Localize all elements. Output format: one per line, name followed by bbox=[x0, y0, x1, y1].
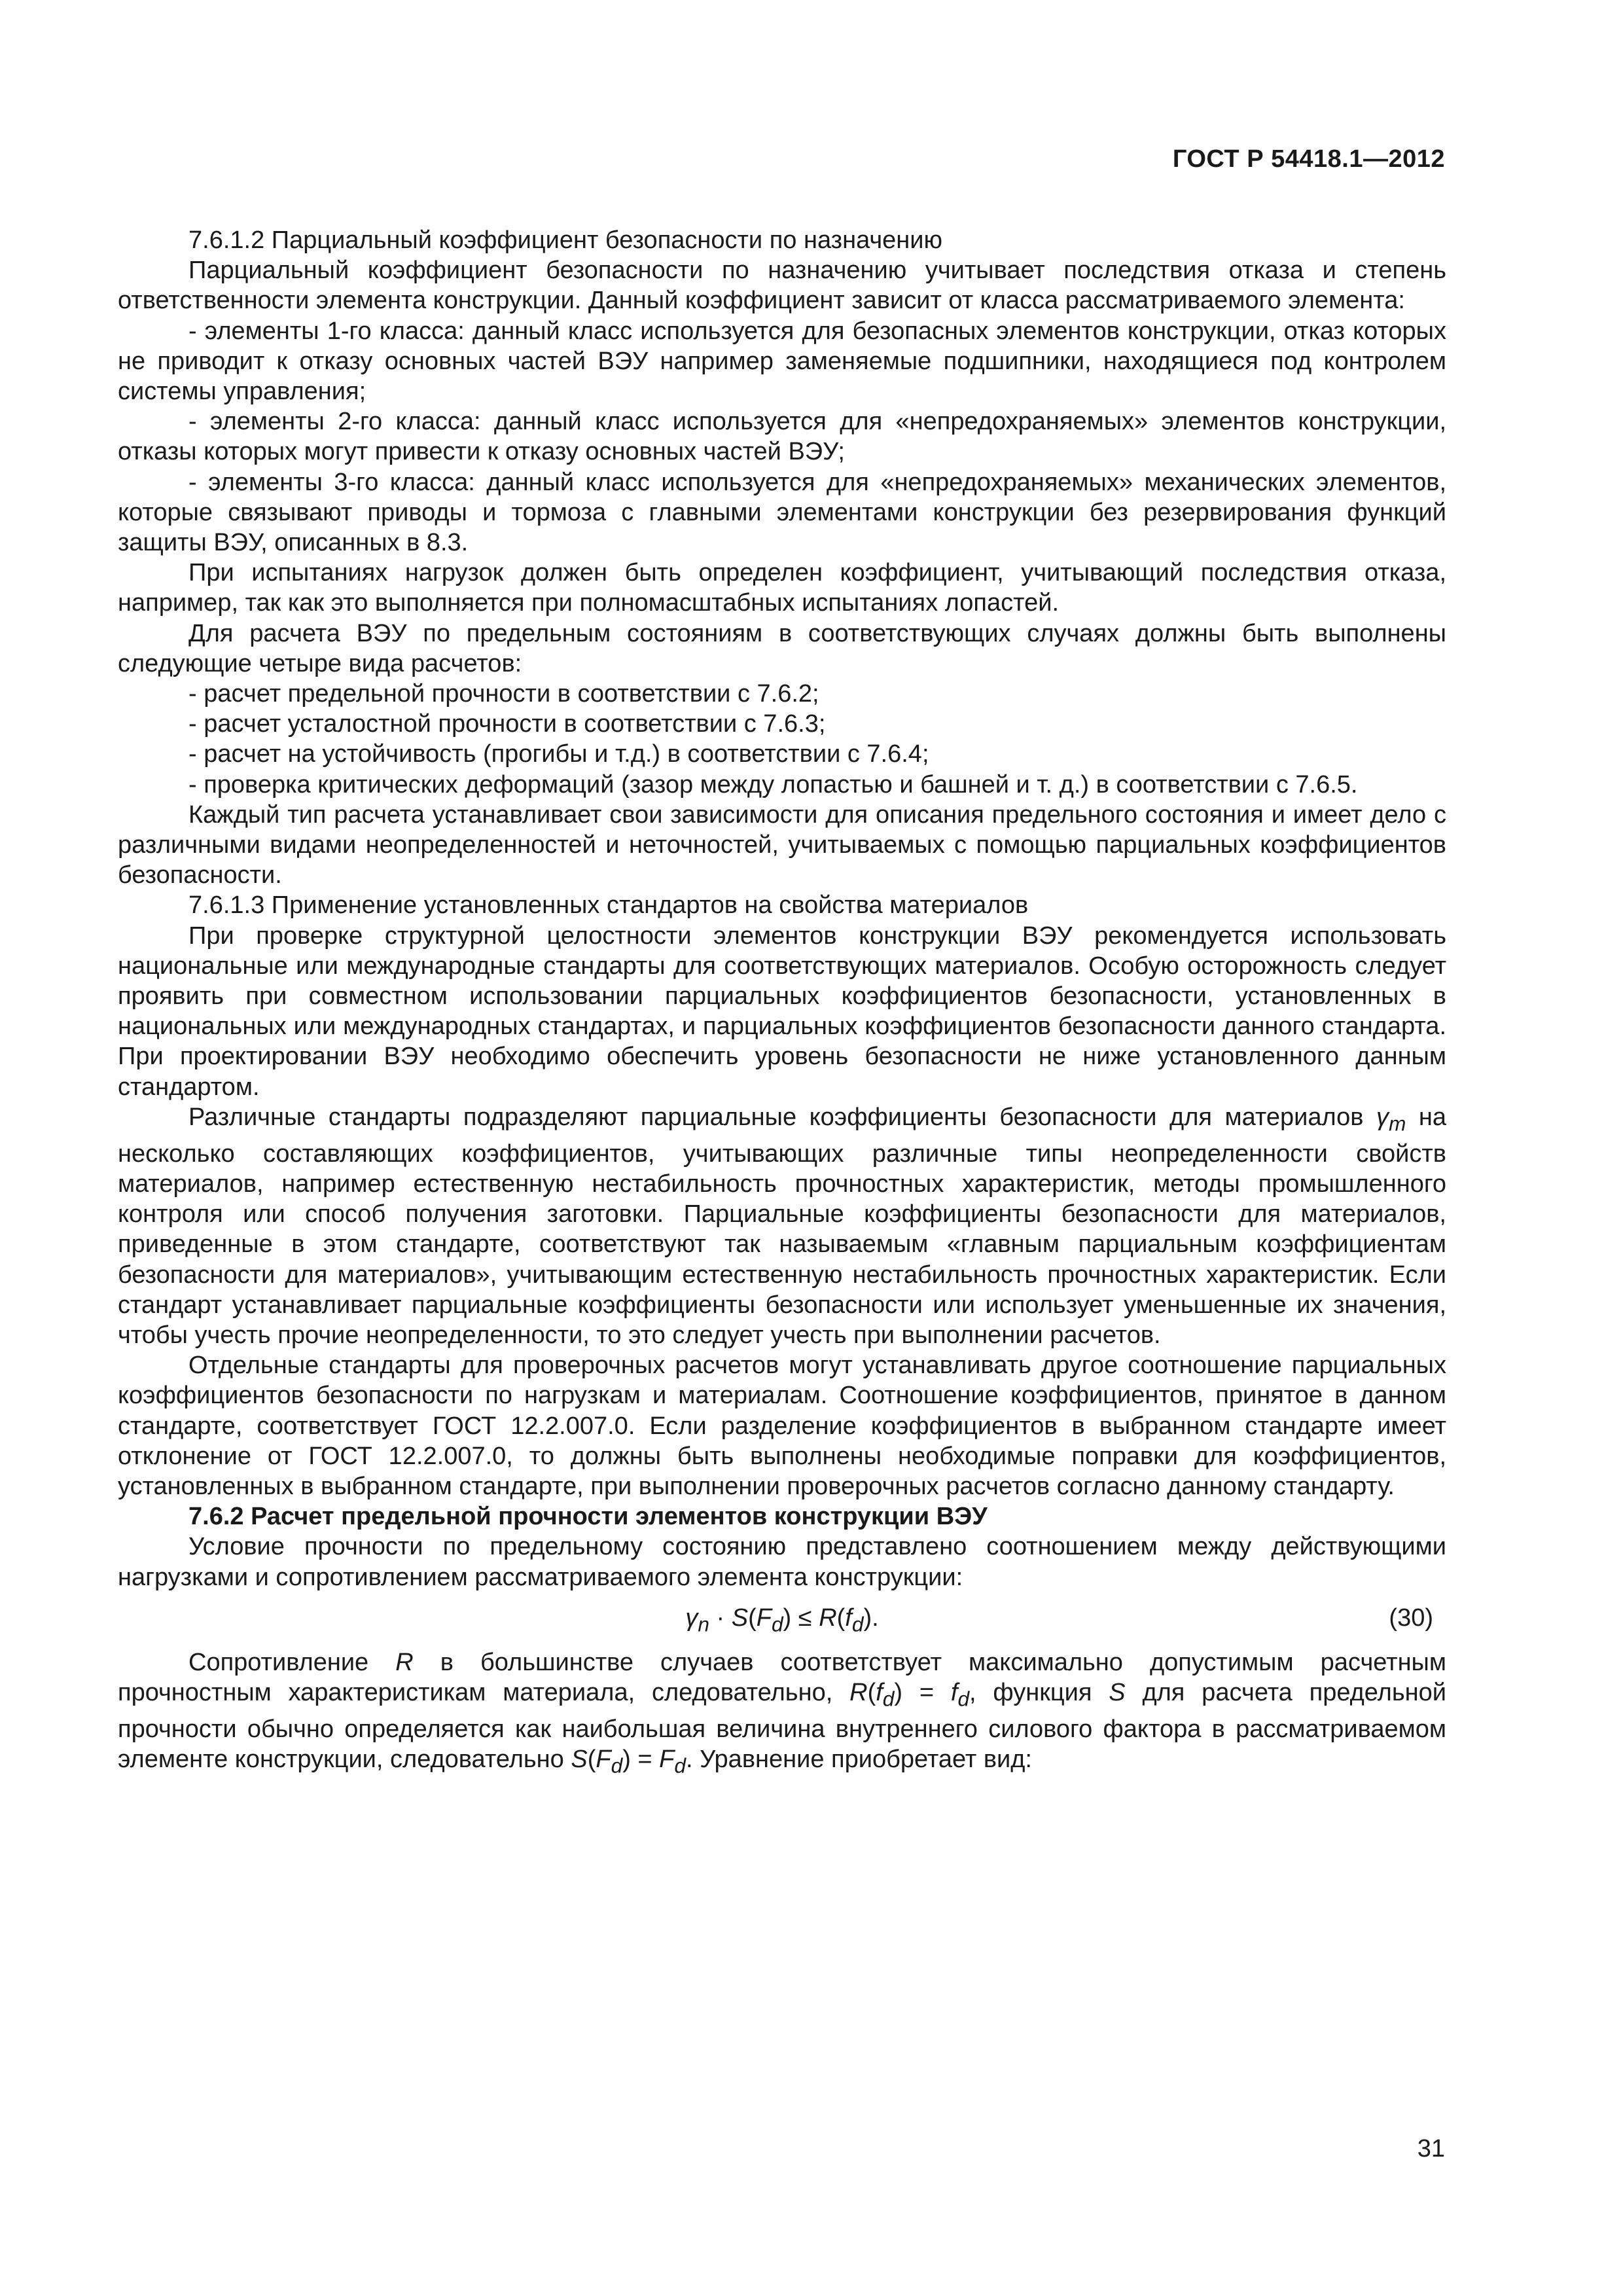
symbol-F: F bbox=[596, 1745, 611, 1773]
variable-F: F bbox=[756, 1604, 772, 1632]
subscript-d: d bbox=[771, 1612, 783, 1636]
subscript-d: d bbox=[882, 1687, 895, 1711]
document-code-header: ГОСТ Р 54418.1—2012 bbox=[1172, 145, 1445, 173]
paragraph: Условие прочности по предельному состоянию представлено соотношением между действующими нагрузками и сопротивлением рассматриваемого элемента конструкции: bbox=[118, 1533, 1446, 1591]
page-number: 31 bbox=[1417, 2135, 1445, 2162]
gamma-symbol: γ bbox=[1376, 1103, 1389, 1131]
text-run: Сопротивление bbox=[188, 1648, 396, 1676]
formula-number: (30) bbox=[1389, 1604, 1433, 1632]
subscript-d: d bbox=[674, 1753, 686, 1778]
paragraph: Каждый тип расчета устанавливает свои зависимости для описания предельного состояния и имеет дело с различными видами неопределенностей и неточностей, учитываемых с помощью парциальных коэффициентов безопасности. bbox=[118, 800, 1446, 889]
text-run: на несколько составляющих коэффициентов, учитывающих различные типы неопределенности свойств материалов, например естественную нестабильность прочностных характеристик, методы промышленного контроля или способ получения заготовки. Парциальные коэффициенты безопасности для материалов, приведенные в этом стандарте, соответствуют так называемым «главным парциальным коэффициентам безопасности для материалов», учитывающим естественную нестабильность прочностных характеристик. Если стандарт устанавливает парциальные коэффициенты безопасности или использует уменьшенные их значения, чтобы учесть прочие неопределенности, то это следует учесть при выполнении расчетов. bbox=[118, 1103, 1446, 1349]
list-item: - расчет на устойчивость (прогибы и т.д.) в соответствии с 7.6.4; bbox=[188, 740, 929, 768]
leq-operator: ≤ bbox=[791, 1604, 819, 1632]
dot-operator: · bbox=[709, 1604, 732, 1632]
text-run: , функция bbox=[969, 1678, 1109, 1706]
list-item: - расчет усталостной прочности в соответствии с 7.6.3; bbox=[188, 710, 826, 738]
list-item: - элементы 3-го класса: данный класс используется для «непредохраняемых» механических элементов, которые связывают приводы и тормоза с главными элементами конструкции без резервирования функций защиты ВЭУ, описанных в 8.3. bbox=[118, 468, 1446, 557]
symbol-f: f bbox=[950, 1678, 958, 1706]
list-item: - расчет предельной прочности в соответствии с 7.6.2; bbox=[188, 680, 819, 708]
symbol-R: R bbox=[395, 1648, 414, 1676]
list-item: - проверка критических деформаций (зазор между лопастью и башней и т. д.) в соответствии с 7.6.5. bbox=[188, 770, 1358, 798]
paragraph: Для расчета ВЭУ по предельным состояниям в соответствующих случаях должны быть выполнены следующие четыре вида расчетов: bbox=[118, 619, 1446, 677]
subsection-heading-7-6-1-2: 7.6.1.2 Парциальный коэффициент безопасности по назначению bbox=[188, 226, 943, 254]
gamma-symbol: γ bbox=[685, 1604, 698, 1632]
function-S: S bbox=[731, 1604, 749, 1632]
subscript-d: d bbox=[851, 1612, 864, 1636]
paragraph-materials bbox=[118, 1102, 1446, 1350]
variable-f: f bbox=[845, 1604, 852, 1632]
function-R: R bbox=[819, 1604, 837, 1632]
text-run: . Уравнение приобретает вид: bbox=[686, 1745, 1032, 1773]
subsection-heading-7-6-1-3: 7.6.1.3 Применение установленных стандартов на свойства материалов bbox=[188, 891, 1029, 920]
subscript-m: m bbox=[1388, 1111, 1406, 1136]
paragraph: При проверке структурной целостности элементов конструкции ВЭУ рекомендуется использовать национальные или международные стандарты для соответствующих материалов. Особую осторожность следует проявить при совместном использовании парциальных коэффициентов безопасности, установленных в национальных или международных стандартах, и парциальных коэффициентов безопасности данного стандарта. При проектировании ВЭУ необходимо обеспечить уровень безопасности не ниже установленного данным стандартом. bbox=[118, 922, 1446, 1101]
formula-end: . bbox=[872, 1604, 879, 1632]
formula-expression: $\gamma_n \cdot S(F_d) \le R(f_d)$. bbox=[685, 1604, 879, 1636]
paragraph: Отдельные стандарты для проверочных расчетов могут устанавливать другое соотношение парциальных коэффициентов безопасности по нагрузкам и материалам. Соотношение коэффициентов, принятое в данном стандарте, соответствует ГОСТ 12.2.007.0. Если разделение коэффициентов в выбранном стандарте имеет отклонение от ГОСТ 12.2.007.0, то должны быть выполнены необходимые поправки для коэффициентов, установленных в выбранном стандарте, при выполнении проверочных расчетов согласно данному стандарту. bbox=[118, 1352, 1446, 1500]
list-item: - элементы 2-го класса: данный класс используется для «непредохраняемых» элементов конструкции, отказы которых могут привести к отказу основных частей ВЭУ; bbox=[118, 408, 1446, 466]
formula-30 bbox=[118, 1592, 1446, 1641]
symbol-R: R bbox=[849, 1678, 868, 1706]
symbol-S: S bbox=[1109, 1678, 1126, 1706]
symbol-S: S bbox=[571, 1745, 588, 1773]
symbol-F: F bbox=[659, 1745, 675, 1773]
page-body bbox=[118, 225, 1446, 1781]
subscript-n: n bbox=[698, 1612, 709, 1636]
subscript-d: d bbox=[611, 1753, 623, 1778]
subscript-d: d bbox=[957, 1687, 970, 1711]
paragraph: При испытаниях нагрузок должен быть определен коэффициент, учитывающий последствия отказа, например, так как это выполняется при полномасштабных испытаниях лопастей. bbox=[118, 559, 1446, 617]
symbol-f: f bbox=[876, 1678, 883, 1706]
text-run: для расчета предельной прочности обычно определяется как наибольшая величина внутреннего силового фактора в рассматриваемом элементе конструкции, следовательно bbox=[118, 1678, 1446, 1773]
section-heading-7-6-2: 7.6.2 Расчет предельной прочности элементов конструкции ВЭУ bbox=[188, 1503, 988, 1531]
paragraph: Парциальный коэффициент безопасности по назначению учитывает последствия отказа и степень ответственности элемента конструкции. Данный коэффициент зависит от класса рассматриваемого элемента: bbox=[118, 257, 1446, 315]
text-run: Различные стандарты подразделяют парциальные коэффициенты безопасности для материалов bbox=[188, 1103, 1376, 1131]
text-run: в большинстве случаев соответствует максимально допустимым расчетным прочностным характеристикам материала, следовательно, bbox=[118, 1648, 1446, 1706]
paragraph-resistance: Сопротивление R в большинстве случаев соответствует максимально допустимым расчетным прочностным характеристикам материала, следовательно, $R(f_d) = f_d$, функция S для расчета предельной прочности обычно определяется как наибольшая величина внутреннего силового фактора в рассматриваемом элементе конструкции, следовательно $S(F_d) = F_d$. Уравнение приобретает вид: bbox=[118, 1648, 1446, 1778]
list-item: - элементы 1-го класса: данный класс используется для безопасных элементов конструкции, отказ которых не приводит к отказу основных частей ВЭУ например заменяемые подшипники, находящиеся под контролем системы управления; bbox=[118, 317, 1446, 406]
